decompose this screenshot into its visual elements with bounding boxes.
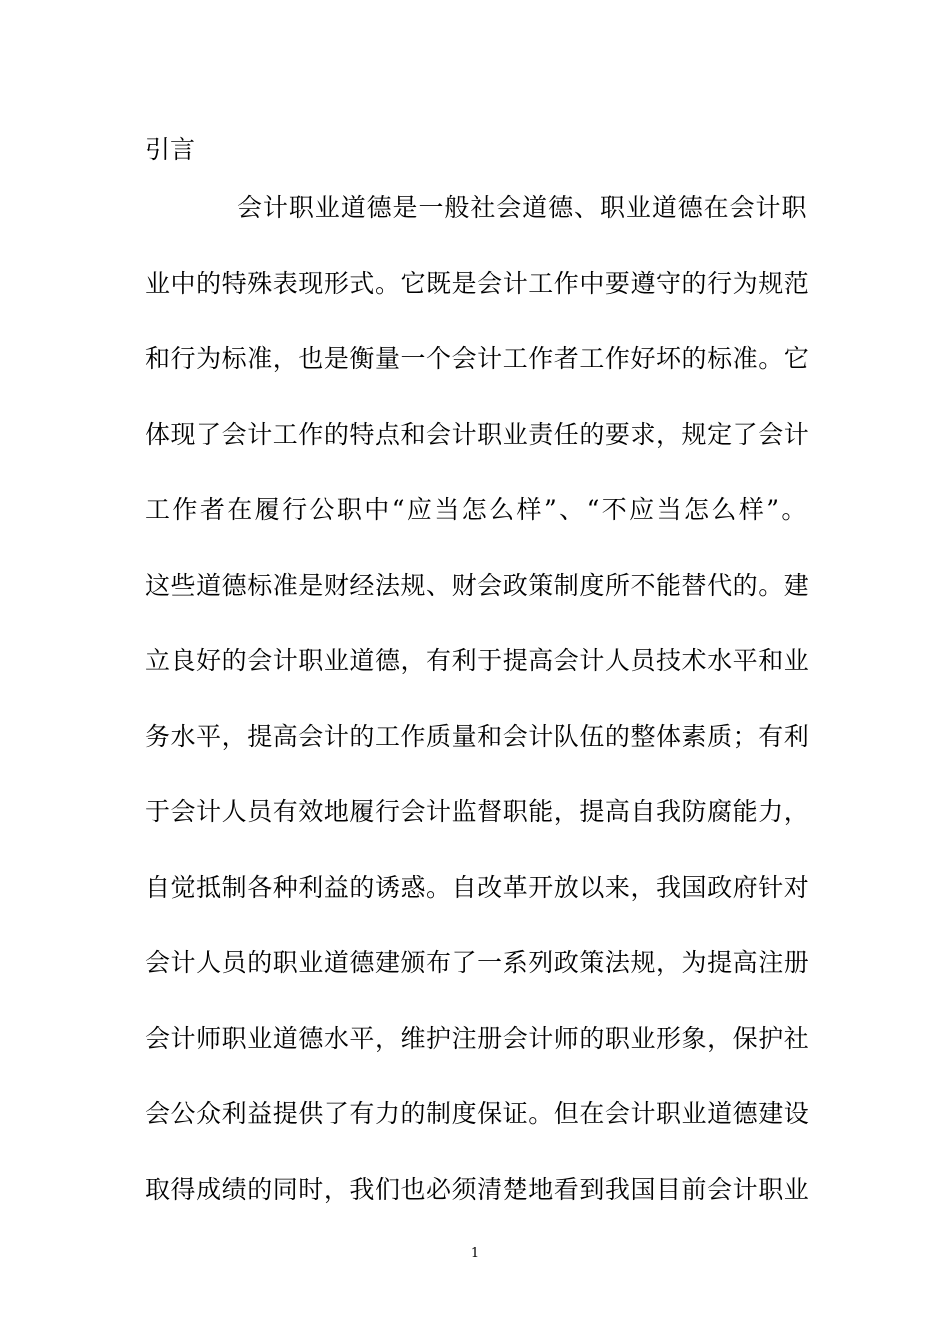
page-number: 1: [470, 1246, 480, 1261]
paragraph-line: 立良好的会计职业道德，有利于提高会计人员技术水平和业: [145, 646, 810, 675]
paragraph-line: 会计职业道德是一般社会道德、职业道德在会计职: [237, 193, 807, 222]
body-paragraph: [145, 186, 810, 1243]
paragraph-line: 会计师职业道德水平，维护注册会计师的职业形象，保护社: [145, 1023, 810, 1053]
section-heading: 引言: [145, 135, 196, 164]
paragraph-line: 体现了会计工作的特点和会计职业责任的要求，规定了会计: [145, 419, 810, 449]
paragraph-line: 业中的特殊表现形式。它既是会计工作中要遵守的行为规范: [145, 268, 810, 298]
paragraph-line: 自觉抵制各种利益的诱惑。自改革开放以来，我国政府针对: [145, 872, 810, 902]
paragraph-line: 这些道德标准是财经法规、财会政策制度所不能替代的。建: [145, 570, 810, 600]
paragraph-line: 和行为标准，也是衡量一个会计工作者工作好坏的标准。它: [145, 344, 810, 373]
paragraph-line: 取得成绩的同时，我们也必须清楚地看到我国目前会计职业: [145, 1174, 810, 1204]
paragraph-line: 务水平，提高会计的工作质量和会计队伍的整体素质；有利: [145, 721, 810, 751]
paragraph-line: 工作者在履行公职中“应当怎么样”、“不应当怎么样”。: [145, 495, 807, 524]
paragraph-line: 会计人员的职业道德建颁布了一系列政策法规，为提高注册: [145, 948, 810, 977]
paragraph-line: 会公众利益提供了有力的制度保证。但在会计职业道德建设: [145, 1099, 810, 1128]
paragraph-line: 于会计人员有效地履行会计监督职能，提高自我防腐能力，: [145, 797, 810, 826]
